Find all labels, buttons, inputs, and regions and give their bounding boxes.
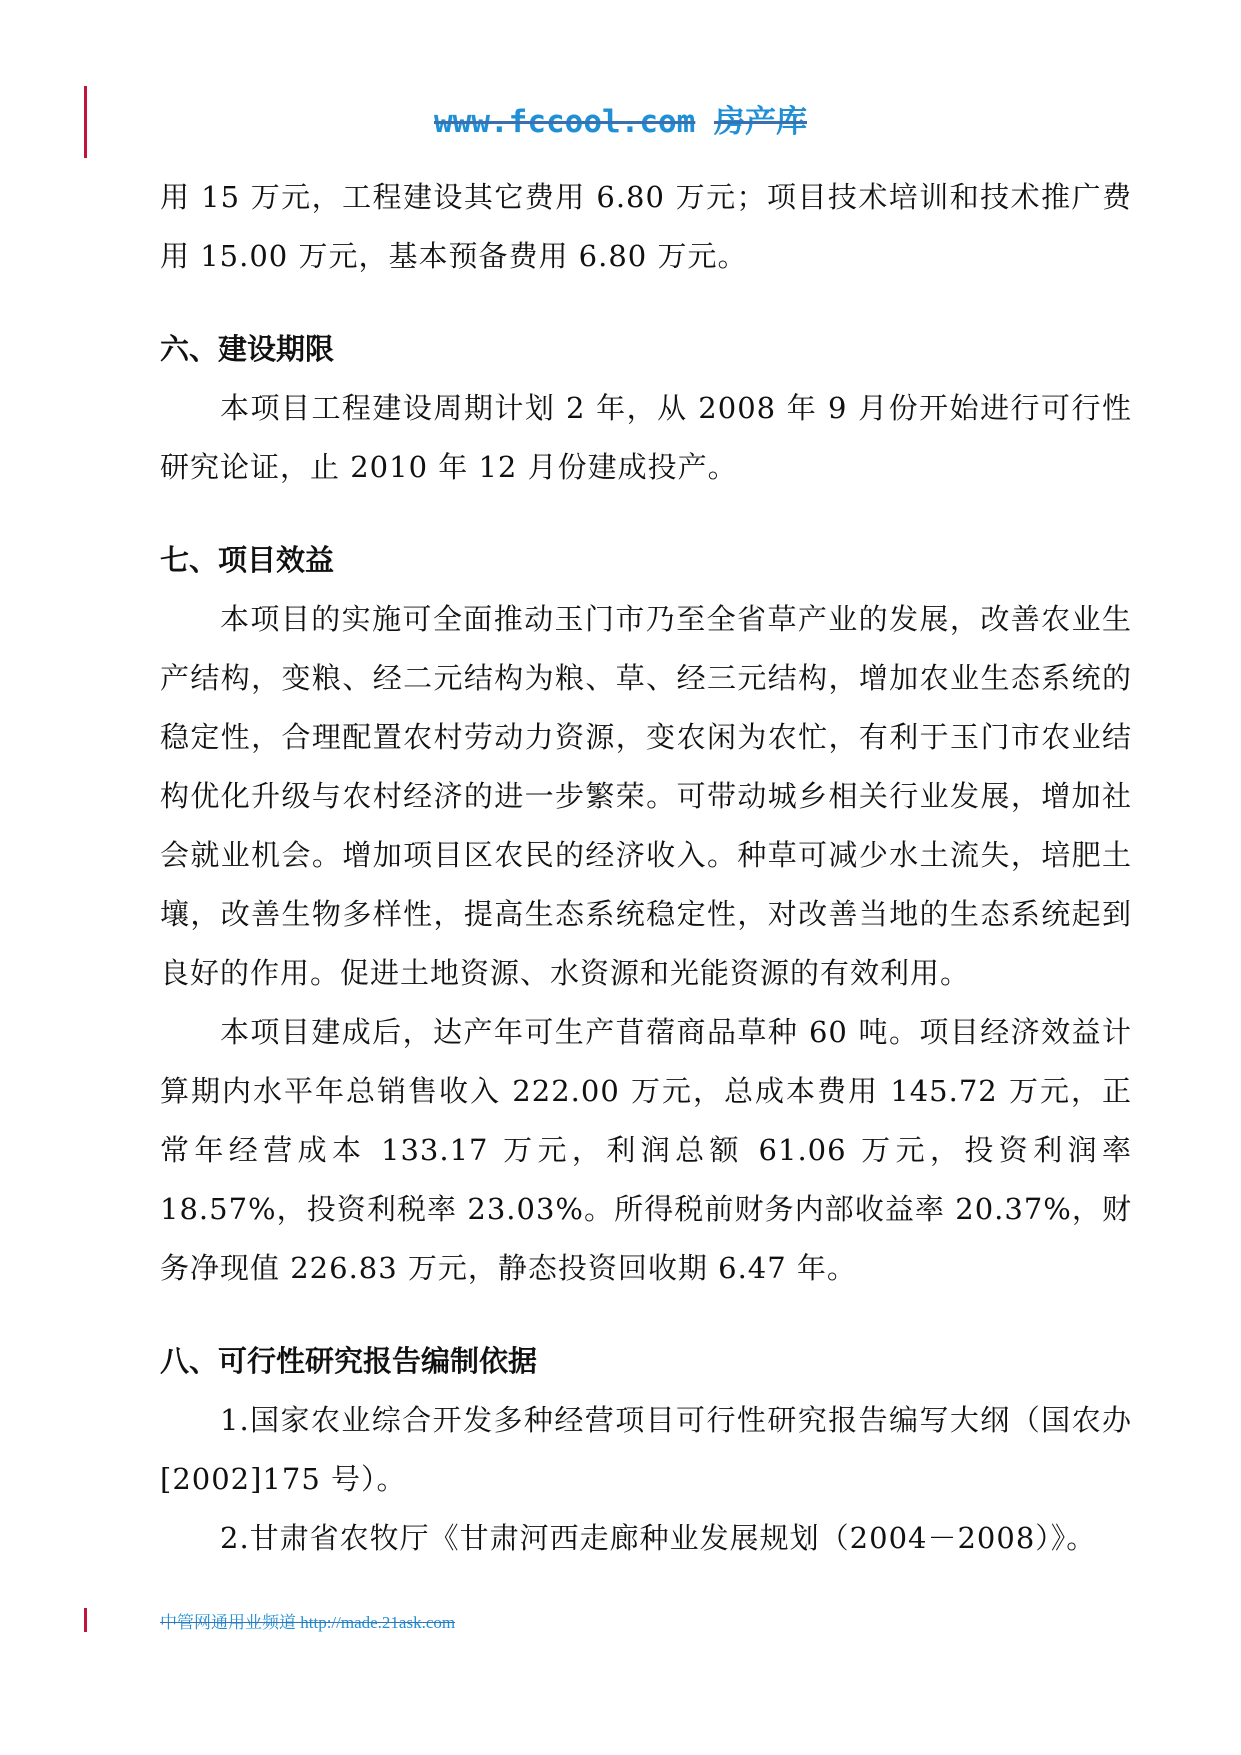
paragraph-benefits-economic: 本项目建成后，达产年可生产苜蓿商品草种 60 吨。项目经济效益计算期内水平年总销售收入 222.00 万元，总成本费用 145.72 万元，正常年经营成本 133.17 万元，利润总额 61.06 万元，投资利润率 18.57%，投资利税率 23.03%。所得税前财务内部收益率 20.37%，财务净现值 226.83 万元，静态投资回收期 6.47 年。 [160, 1015, 1132, 1285]
page-footer-link[interactable]: 中管网通用业频道 http://made.21ask.com [160, 1613, 456, 1632]
document-body [160, 168, 1132, 1568]
header-site[interactable]: www.fccool.com [434, 104, 696, 140]
page-header [0, 96, 1241, 141]
paragraph-construction-period: 本项目工程建设周期计划 2 年，从 2008 年 9 月份开始进行可行性研究论证，止 2010 年 12 月份建成投产。 [160, 391, 1132, 484]
paragraph-benefits-social: 本项目的实施可全面推动玉门市乃至全省草产业的发展，改善农业生产结构，变粮、经二元结构为粮、草、经三元结构，增加农业生态系统的稳定性，合理配置农村劳动力资源，变农闲为农忙，有利于玉门市农业结构优化升级与农村经济的进一步繁荣。可带动城乡相关行业发展，增加社会就业机会。增加项目区农民的经济收入。种草可减少水土流失，培肥土壤，改善生物多样性，提高生态系统稳定性，对改善当地的生态系统起到良好的作用。促进土地资源、水资源和光能资源的有效利用。 [160, 602, 1132, 990]
heading-project-benefits: 七、项目效益 [160, 543, 335, 577]
paragraph-basis-2: 2.甘肃省农牧厅《甘肃河西走廊种业发展规划（2004－2008）》。 [220, 1521, 1097, 1555]
header-name: 房产库 [713, 104, 807, 140]
paragraph-basis-1: 1.国家农业综合开发多种经营项目可行性研究报告编写大纲（国农办[2002]175 号）。 [160, 1403, 1132, 1496]
heading-report-basis: 八、可行性研究报告编制依据 [160, 1344, 538, 1378]
paragraph-cost-continuation: 用 15 万元，工程建设其它费用 6.80 万元；项目技术培训和技术推广费用 15.00 万元，基本预备费用 6.80 万元。 [160, 180, 1132, 273]
heading-construction-period: 六、建设期限 [160, 332, 335, 366]
margin-bar-bottom [84, 1608, 87, 1632]
